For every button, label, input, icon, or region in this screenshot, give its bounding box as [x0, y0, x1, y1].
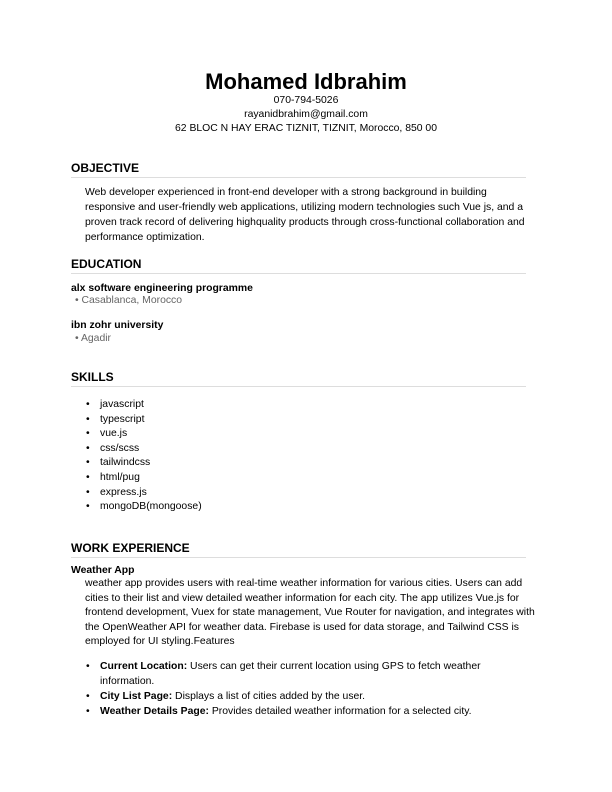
- divider: [71, 273, 526, 274]
- project-description: weather app provides users with real-time weather information for various cities. Users can add cities to their list and view detailed weather information for each city. The app utilizes Vue.js for frontend development, Vuex for state management, Vue Router for navigation, and integrates with the OpenWeather API for weather data. Firebase is used for data storage, and Tailwind CSS is employed for UI styling.Features: [85, 578, 535, 647]
- divider: [71, 386, 526, 387]
- feature-label: Current Location:: [100, 661, 188, 672]
- feature-text: Provides detailed weather information for a selected city.: [208, 706, 472, 717]
- skill-item: • css/scss: [86, 442, 202, 457]
- address: 62 BLOC N HAY ERAC TIZNIT, TIZNIT, Morocco, 850 00: [175, 123, 437, 134]
- skill-item: • express.js: [86, 486, 202, 501]
- candidate-name: Mohamed Idbrahim: [205, 69, 407, 94]
- skill-item: • html/pug: [86, 471, 202, 486]
- skill-item: • mongoDB(mongoose): [86, 500, 202, 515]
- education-school: ibn zohr university: [71, 320, 164, 331]
- email: rayanidbrahim@gmail.com: [244, 109, 368, 120]
- feature-label: City List Page:: [100, 691, 173, 702]
- feature-item: [86, 659, 506, 689]
- divider: [71, 177, 526, 178]
- feature-text: Users can get their current location using GPS to fetch weather information.: [100, 661, 481, 687]
- work-heading: WORK EXPERIENCE: [71, 541, 190, 555]
- skills-list: [86, 398, 202, 515]
- feature-text: Displays a list of cities added by the user.: [172, 691, 366, 702]
- features-list: [86, 659, 506, 719]
- skill-item: • javascript: [86, 398, 202, 413]
- education-school: alx software engineering programme: [71, 283, 253, 294]
- skill-item: • tailwindcss: [86, 456, 202, 471]
- skill-item: • typescript: [86, 413, 202, 428]
- education-location: • Agadir: [75, 333, 111, 344]
- objective-heading: OBJECTIVE: [71, 161, 140, 175]
- feature-item: [86, 689, 506, 704]
- education-heading: EDUCATION: [71, 257, 142, 271]
- objective-text: Web developer experienced in front-end developer with a strong background in building responsive and user-friendly web applications, utilizing modern technologies such Vue js, and a proven track record of delivering highquality products through cross-functional collaboration and performance optimization.: [85, 187, 525, 243]
- phone: 070-794-5026: [273, 95, 339, 106]
- feature-label: Weather Details Page:: [100, 706, 209, 717]
- project-title: Weather App: [71, 565, 135, 576]
- skills-heading: SKILLS: [71, 370, 114, 384]
- skill-item: • vue.js: [86, 427, 202, 442]
- feature-item: [86, 704, 506, 719]
- education-location: • Casablanca, Morocco: [75, 295, 183, 306]
- divider: [71, 557, 526, 558]
